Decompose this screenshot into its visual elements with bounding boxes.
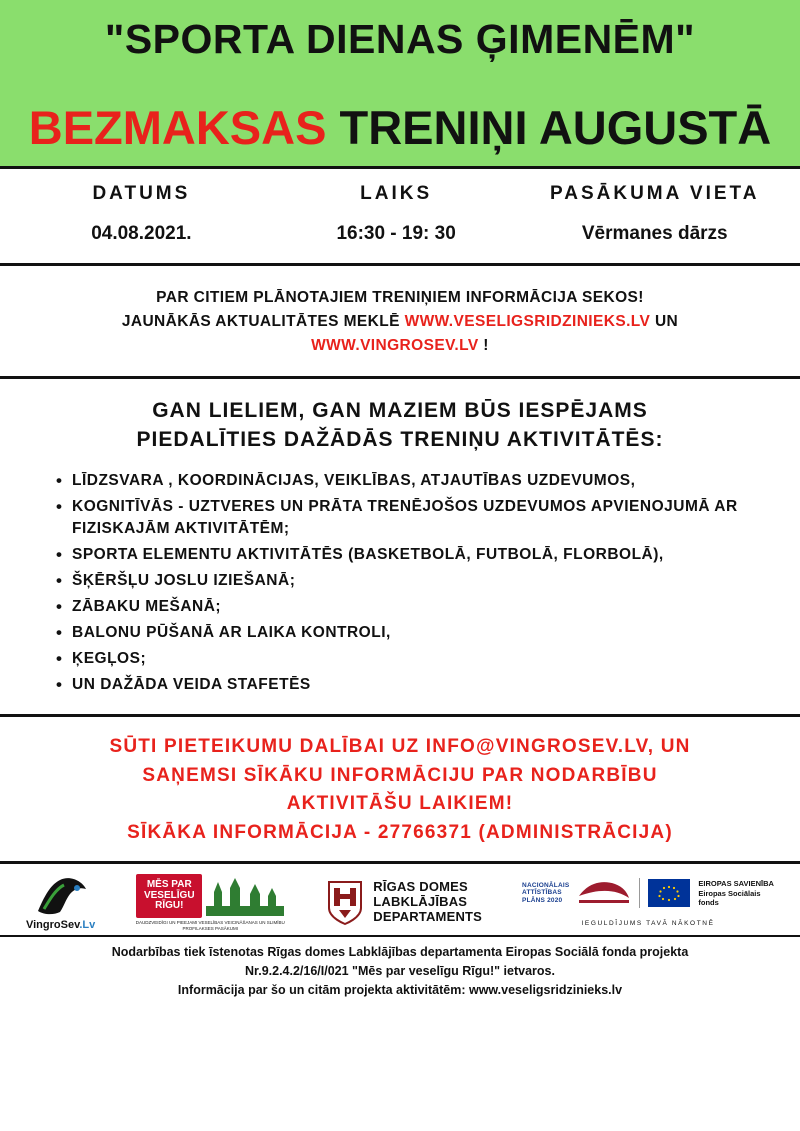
poster-header (0, 0, 800, 166)
vingrosev-mark-icon (30, 875, 92, 917)
notice-line-2-suffix: UN (650, 313, 679, 331)
nap-line-2: ATTĪSTĪBAS (522, 889, 562, 897)
eu-line-2: Eiropas Sociālais (698, 888, 761, 898)
latvia-flag-icon (577, 878, 631, 908)
notice-line-1: PAR CITIEM PLĀNOTAJIEM TRENIŅIEM INFORMĀCIJA SEKOS! (156, 289, 644, 307)
list-item: • LĪDZSVARA , KOORDINĀCIJAS, VEIKLĪBAS, ATJAUTĪBAS UZDEVUMOS, (56, 470, 772, 492)
subtitle-highlight: BEZMAKSAS (28, 101, 327, 155)
poster-footer (0, 937, 800, 1009)
column-header-date: DATUMS (92, 183, 191, 205)
activities-block (0, 379, 800, 714)
notice-line-3 (30, 334, 770, 358)
contact-line-2: SAŅEMSI SĪKĀKU INFORMĀCIJU PAR NODARBĪBU (142, 764, 658, 786)
logo-strip (0, 864, 800, 935)
activities-heading (28, 397, 772, 454)
table-row (14, 223, 786, 245)
notice-line-2 (30, 310, 770, 334)
logo-separator (639, 878, 640, 908)
eu-logo-row (522, 878, 774, 908)
eu-tagline: IEGULDĪJUMS TAVĀ NĀKOTNĒ (581, 920, 715, 928)
logo-rigas-domes-labklajibas-departaments (325, 880, 482, 926)
vingrosev-wordmark (26, 919, 95, 931)
rd-line-1: RĪGAS DOMES (373, 879, 468, 895)
vingrosev-tld: .Lv (79, 918, 96, 931)
nap-line-3: PLĀNS 2020 (522, 897, 563, 905)
logo-vingrosev (26, 875, 95, 931)
notice-block (0, 266, 800, 376)
notice-line-3-suffix: ! (478, 337, 489, 355)
contact-line-1[interactable]: SŪTI PIETEIKUMU DALĪBAI UZ INFO@VINGROSEV.LV, UN (109, 736, 691, 758)
schedule-header-row (14, 183, 786, 205)
link-veseligsridzinieks[interactable]: WWW.VESELIGSRIDZINIEKS.LV (404, 313, 651, 331)
rd-wordmark (373, 880, 482, 925)
link-vingrosev[interactable]: WWW.VINGROSEV.LV (311, 337, 479, 355)
activities-list (28, 470, 772, 696)
cell-time: 16:30 - 19: 30 (336, 223, 456, 245)
poster-title: "SPORTA DIENAS ĢIMENĒM" (104, 16, 696, 62)
schedule-table (0, 169, 800, 263)
list-item: • SPORTA ELEMENTU AKTIVITĀTĒS (BASKETBOLĀ, FUTBOLĀ, FLORBOLĀ), (56, 544, 772, 566)
eu-line-3: fonds (698, 897, 719, 907)
activities-heading-line-2: PIEDALĪTIES DAŽĀDĀS TRENIŅU AKTIVITĀTĒS: (136, 427, 664, 451)
subtitle-rest: TRENIŅI AUGUSTĀ (326, 101, 772, 155)
mes-caption: DAUDZVEIDĪGI UN PIEEJAMI VESELĪBAS VEICINĀŠANAS UN SLIMĪBU PROFILAKSES PASĀKUMI (135, 920, 285, 931)
eu-stars-icon (654, 883, 684, 903)
riga-coat-of-arms-icon (325, 880, 365, 926)
nap-wordmark (522, 882, 569, 905)
list-item: • UN DAŽĀDA VEIDA STAFETĒS (56, 674, 772, 696)
eu-wordmark (698, 879, 774, 907)
footer-line-3: Informācija par šo un citām projekta aktivitātēm: www.veseligsridzinieks.lv (177, 982, 623, 997)
notice-line-2-text: JAUNĀKĀS AKTUALITĀTES MEKLĒ (121, 313, 405, 331)
list-item: • ŠĶĒRŠĻU JOSLU IZIEŠANĀ; (56, 570, 772, 592)
vingrosev-name: VingroSev (25, 918, 80, 931)
contact-block (0, 717, 800, 861)
column-header-time: LAIKS (360, 183, 433, 205)
logo-eu-funding (522, 878, 774, 927)
cell-place: Vērmanes dārzs (581, 223, 728, 245)
riga-skyline-icon (206, 876, 284, 916)
rd-line-3: DEPARTAMENTS (373, 909, 483, 925)
list-item: • BALONU PŪŠANĀ AR LAIKA KONTROLI, (56, 622, 772, 644)
list-item: • ZĀBAKU MEŠANĀ; (56, 596, 772, 618)
contact-phone-line[interactable]: SĪKĀKA INFORMĀCIJA - 27766371 (ADMINISTRĀCIJA) (127, 821, 673, 843)
activities-heading-line-1: GAN LIELIEM, GAN MAZIEM BŪS IESPĒJAMS (152, 399, 648, 423)
contact-line-3: AKTIVITĀŠU LAIKIEM! (286, 793, 514, 815)
footer-line-2: Nr.9.2.4.2/16/I/021 "Mēs par veselīgu Rīgu!" ietvaros. (245, 964, 555, 979)
mes-badge: MĒS PAR VESELĪGU RĪGU! (136, 874, 202, 918)
rd-line-2: LABKLĀJĪBAS (373, 894, 468, 910)
list-item: • ĶEGĻOS; (56, 648, 772, 670)
nap-line-1: NACIONĀLAIS (522, 881, 570, 889)
eu-line-1: EIROPAS SAVIENĪBA (698, 879, 774, 889)
list-item: • KOGNITĪVĀS - UZTVERES UN PRĀTA TRENĒJOŠOS UZDEVUMOS APVIENOJUMĀ AR FIZISKAJĀM AKTIVITĀTĒM; (56, 496, 772, 540)
column-header-place: PASĀKUMA VIETA (549, 183, 760, 205)
eu-flag-icon (648, 879, 690, 907)
mes-logo-row (136, 874, 284, 918)
cell-date: 04.08.2021. (91, 223, 192, 245)
poster-subtitle (10, 101, 790, 155)
logo-mes-par-veseligu-rigu (135, 874, 285, 931)
footer-line-1: Nodarbības tiek īstenotas Rīgas domes Labklājības departamenta Eiropas Sociālā fonda projekta (111, 945, 689, 960)
